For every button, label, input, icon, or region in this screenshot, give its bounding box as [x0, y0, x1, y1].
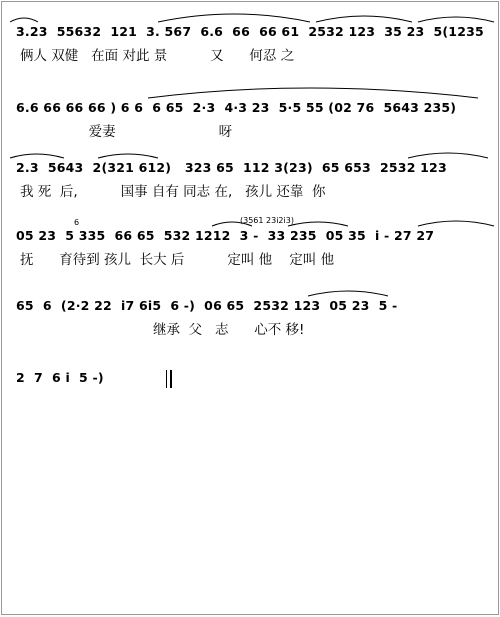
- notes-line-6: 2 7 6 i 5 -): [16, 370, 104, 385]
- lyrics-line-5: 继承 父 志 心不 移!: [20, 322, 305, 338]
- score-system-4: [8, 216, 494, 280]
- notes-line-3: 2.3 5643 2(321 612) 323 65 112 3(23) 65 653 2532 123: [16, 160, 447, 175]
- lyrics-line-2: 爱妻 呀: [20, 124, 233, 140]
- lyrics-line-1: 俩人 双健 在面 对此 景 又 何忍 之: [20, 48, 295, 64]
- notes-line-1: 3.23 55632 121 3. 567 6.6 66 66 61 2532 123 35 23 5(1235: [16, 24, 484, 39]
- lyrics-line-4: 抚 育待到 孩儿 长大 后 定叫 他 定叫 他: [20, 252, 335, 268]
- notes-line-4: 05 23 5 335 66 65 532 1212 3 - 33 235 05 35 i - 27 27: [16, 228, 435, 243]
- score-system-6: [8, 366, 494, 406]
- score-system-2: [8, 92, 494, 152]
- final-barline-thin: [166, 370, 167, 388]
- grace-note-small: 6: [74, 218, 80, 227]
- score-system-5: [8, 290, 494, 350]
- grace-notes: (3561 23i2i3): [240, 216, 294, 225]
- score-system-1: [8, 16, 494, 76]
- final-barline: [170, 370, 172, 388]
- score-system-3: [8, 152, 494, 212]
- notes-line-2: 6.6 66 66 66 ) 6 6 6 65 2·3 4·3 23 5·5 55 (02 76 5643 235): [16, 100, 457, 115]
- music-score-page: [1, 1, 499, 615]
- lyrics-line-3: 我 死 后, 国事 自有 同志 在, 孩儿 还靠 你: [20, 184, 326, 200]
- notes-line-5: 65 6 (2·2 22 i7 6i5 6 -) 06 65 2532 123 05 23 5 -: [16, 298, 398, 313]
